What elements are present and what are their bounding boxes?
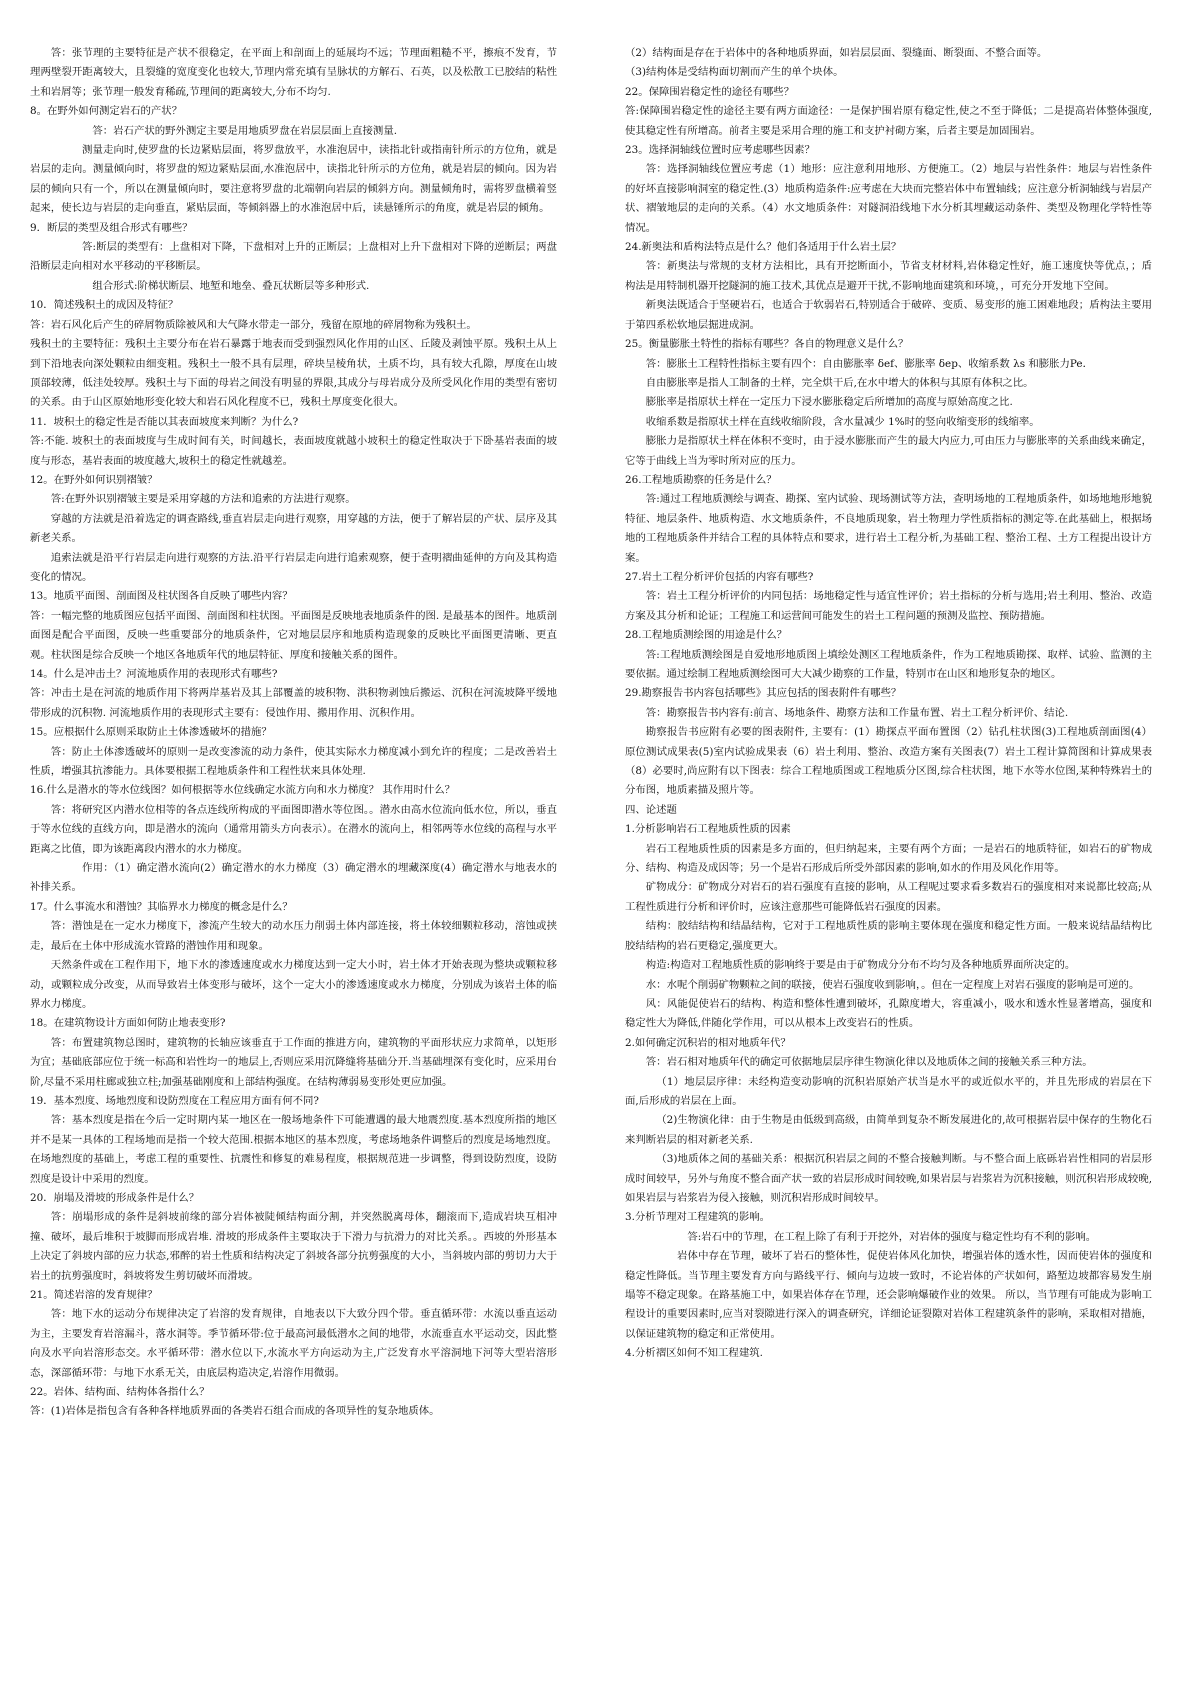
paragraph: 答：崩塌形成的条件是斜坡前缘的部分岩体被陡倾结构面分割，并突然脱离母体，翻滚而下,造成岩块互相冲撞、破坏，最后堆积于坡脚而形成岩堆. 滑坡的形成条件主要取决于下滑力与抗滑力的对比关系。。西坡的外形基本上决定了斜坡内部的应力状态,邪醉的岩土性质和结构决定了斜坡各部分抗剪强度的大小，当斜坡内部的剪切力大于岩土的抗剪强度时，斜坡将发生剪切破坏而滑坡。 [30,1211,557,1282]
paragraph: 答:工程地质测绘图是自爱地形地质图上填绘处测区工程地质条件，作为工程地质勘探、取样、试验、监测的主要依据。通过绘制工程地质测绘图可大大减少勘察的工作量，特别市在山区和地形复杂的地区。 [625,648,1152,680]
paragraph: 答：冲击土是在河流的地质作用下将两岸基岩及其上部覆盖的坡积物、洪积物剥蚀后搬运、沉积在河流坡降平缓地带形成的沉积物. 河流地质作用的表现形式主要有：侵蚀作用、搬用作用、沉积作用。 [30,687,557,719]
paragraph: 9．断层的类型及组合形式有哪些？ [30,221,193,234]
paragraph: 答：地下水的运动分布规律决定了岩溶的发育规律，自地表以下大致分四个带。垂直循环带：水流以垂直运动为主，主要发育岩溶漏斗，落水洞等。季节循环带:位于最高河最低潜水之间的地带，水流垂直水平运动交，因此整向及水平向岩溶形态交。水平循环带：潜水位以下,水流水平方向运动为主,广泛发育水平溶洞地下河等大型岩溶形态，深部循环带：与地下水系无关，由底层构造决定,岩溶作用微弱。 [30,1308,557,1379]
paragraph: 答：膨胀土工程特性指标主要有四个：自由膨胀率 δef、膨胀率 δep、收缩系数 λs 和膨胀力Pe． [645,357,1093,370]
paragraph: 8。在野外如何测定岩石的产状？ [30,105,183,118]
paragraph: 答：将研究区内潜水位相等的各点连线所构成的平面图即潜水等位图。。潜水由高水位流向低水位，所以，垂直于等水位线的直线方向，即是潜水的流向（通常用箭头方向表示）。在潜水的流向上，相邻两等水位线的高程与水平距离之比值，即为该距离段内潜水的水力梯度。 [30,803,557,855]
paragraph: （3)结构体是受结构面切割而产生的单个块体。 [625,66,844,79]
paragraph: 答:保障围岩稳定性的途径主要有两方面途径：一是保护围岩原有稳定性,使之不至于降低；二是提高岩体整体强度,使其稳定性有所增高。前者主要是采用合理的施工和支护衬砌方案，后者主要是加固围岩。 [625,105,1152,137]
paragraph: 14。什么是冲击土？河流地质作用的表现形式有哪些? [30,668,278,680]
paragraph: 3.分析节理对工程建筑的影响。 [625,1211,770,1224]
paragraph: 26.工程地质勘察的任务是什么？ [625,473,777,486]
paragraph: 答：勘察报告书内容有:前言、场地条件、勘察方法和工作量布置、岩土工程分析评价、结论. [645,706,1069,719]
paragraph: （1）地层层序律：未经构造变动影响的沉积岩原始产状当是水平的或近似水平的，并且先形成的岩层在下面,后形成的岩层在上面。 [625,1075,1152,1107]
paragraph: 答：选择洞轴线位置应考虑（1）地形：应注意利用地形、方便施工。（2）地层与岩性条件：地层与岩性条件的好坏直接影响洞室的稳定性.(3）地质构造条件:应考虑在大块而完整岩体中布置轴线；应注意分析洞轴线与岩层产状、褶皱地层的走向的关系。（4）水文地质条件：对隧洞沿线地下水分析其埋藏运动条件、类型及物理化学特性等情况。 [625,163,1152,234]
paragraph: 残积土的主要特征：残积土主要分布在岩石暴露于地表而受到强烈风化作用的山区、丘陵及剥蚀平原。残积土从上到下沿地表向深处颗粒由细变粗。残积土一般不具有层理，碎块呈棱角状，土质不均，具有较大孔隙，厚度在山坡顶部较薄，低洼处较厚。残积土与下面的母岩之间没有明显的界限,其成分与母岩成分及所受风化作用的类型有密切的关系。由于山区原始地形变化较大和岩石风化程度不已，残积土厚度变化很大。 [30,338,557,409]
paragraph: 结构：胶结结构和结晶结构，它对于工程地质性质的影响主要体现在强度和稳定性方面。一般来说结晶结构比胶结结构的岩石更稳定,强度更大。 [625,920,1152,952]
paragraph: 组合形式:阶梯状断层、地堑和地垒、叠瓦状断层等多种形式. [92,279,370,292]
paragraph: 23。选择洞轴线位置时应考虑哪些因素？ [625,144,815,157]
paragraph: 构造:构造对工程地质性质的影响终于要是由于矿物成分分布不均匀及各种地质界面所决定的。 [645,959,1076,972]
paragraph: 28.工程地质测绘图的用途是什么？ [625,629,787,642]
paragraph: 答：防止土体渗透破坏的原则一是改变渗流的动力条件，使其实际水力梯度减小到允许的程度；二是改善岩土性质，增强其抗渗能力。具体要根据工程地质条件和工程性状来具体处理. [30,745,557,778]
paragraph: 膨胀率是指原状土样在一定压力下浸水膨胀稳定后所增加的高度与原始高度之比. [645,396,1013,409]
paragraph: （2）结构面是存在于岩体中的各种地质界面，如岩层层面、裂缝面、断裂面、不整合面等。 [625,47,1048,59]
paragraph: 水：水呢个削弱矿物颗粒之间的联接，使岩石强度收到影响，。但在一定程度上对岩石强度的影响是可逆的。 [645,978,1140,991]
paragraph: 追索法就是沿平行岩层走向进行观察的方法.沿平行岩层走向进行追索观察，便于查明褶曲延伸的方向及其构造变化的情况。 [30,551,557,583]
paragraph: 答:断层的类型有：上盘相对下降，下盘相对上升的正断层；上盘相对上升下盘相对下降的逆断层；两盘沿断层走向相对水平移动的平移断层。 [30,241,557,273]
paragraph: 穿越的方法就是沿着选定的调查路线,垂直岩层走向进行观察，用穿越的方法，便于了解岩层的产状、层序及其新老关系。 [30,512,557,545]
left-text-column [30,44,557,1422]
paragraph: （3)地质体之间的基础关系：根据沉积岩层之间的不整合接触判断。与不整合面上底砾岩岩性相同的岩层形成时间较早，另外与角度不整合面产状一致的岩层形成时间较晚,如果岩层与岩浆岩为沉积接触，则沉积岩形成较晚,如果岩层与岩浆岩为侵入接触，则沉积岩形成时间较早。 [625,1153,1152,1204]
paragraph: 18。在建筑物设计方面如何防止地表变形? [30,1017,226,1030]
paragraph: 矿物成分：矿物成分对岩石的岩石强度有直接的影响，从工程呢过要求看多数岩石的强度相对来说都比较高;从工程性质进行分析和评价时，应该注意那些可能降低岩石强度的因素。 [625,881,1152,913]
paragraph: 21。简述岩溶的发育规律？ [30,1289,158,1301]
paragraph: 27.岩土工程分析评价包括的内容有哪些? [625,570,814,583]
paragraph: 收缩系数是指原状土样在直线收缩阶段，含水量减少 1%时的竖向收缩变形的线缩率。 [645,415,1040,428]
paragraph: 答：布置建筑物总图时，建筑物的长轴应该垂直于工作面的推进方向，建筑物的平面形状应力求简单，以矩形为宜；基础底部应位于统一标高和岩性均一的地层上,否则应采用沉降缝将基础分开.当基础埋深有变化时，应采用台阶,尽量不采用柱廊或独立柱;加强基础刚度和上部结构强度。在结构薄弱易变形处更应加强。 [30,1036,557,1088]
paragraph: 2.如何确定沉积岩的相对地质年代？ [625,1036,791,1049]
paragraph: 答：新奥法与常规的支材方法相比，具有开挖断面小，节省支材材料,岩体稳定性好，施工速度快等优点，；盾构法是用特制机器开挖隧洞的施工技术,其优点是避开干扰,不影响地面建筑和环境，，可充分开发地下空间。 [625,260,1152,292]
paragraph: 答：(1)岩体是指包含有各种各样地质界面的各类岩石组合而成的各项异性的复杂地质体。 [30,1405,440,1418]
paragraph: 24.新奥法和盾构法特点是什么？他们各适用于什么岩土层？ [625,241,902,254]
paragraph: 15。应根据什么原则采取防止土体渗透破坏的措施？ [30,726,272,739]
paragraph: （2)生物演化律：由于生物是由低级到高级，由简单到复杂不断发展进化的,故可根据岩层中保存的生物化石来判断岩层的相对新老关系. [625,1114,1152,1146]
paragraph: 答：基本烈度是指在今后一定时期内某一地区在一般场地条件下可能遭遇的最大地震烈度.基本烈度所指的地区并不是某一具体的工程场地而是指一个较大范围.根据本地区的基本烈度，考虑场地条件调整后的烈度是场地烈度。在场地烈度的基础上，考虑工程的重要性、抗震性和修复的难易程度，根据规范进一步调整，得到设防烈度，设防烈度是设计中采用的烈度。 [30,1114,557,1185]
paragraph: 17。什么事流水和潜蚀？其临界水力梯度的概念是什么？ [30,900,293,913]
paragraph: 答:岩石中的节理，在工程上除了有利于开挖外，对岩体的强度与稳定性均有不利的影响。 [687,1230,1097,1243]
paragraph: 答：一幅完整的地质图应包括平面图、剖面图和柱状图。平面图是反映地表地质条件的图. 是最基本的图件。地质剖面图是配合平面图，反映一些重要部分的地质条件，它对地层层序和地质构造现象的反映比平面图更清晰、更直观。柱状图是综合反映一个地区各地质年代的地层特征、厚度和接触关系的图件。 [30,609,557,661]
paragraph: 1.分析影响岩石工程地质性质的因素 [625,823,791,836]
paragraph: 作用：（1）确定潜水流向(2）确定潜水的水力梯度（3）确定潜水的埋藏深度(4）确定潜水与地表水的补排关系。 [30,862,557,894]
paragraph: 答：潜蚀是在一定水力梯度下，渗流产生较大的动水压力削弱土体内部连接，将土体较细颗粒移动，溶蚀或挟走，最后在土体中形成流水管路的潜蚀作用和现象。 [30,920,557,952]
paragraph: 29.勘察报告书内容包括哪些》其应包括的图表附件有哪些？ [625,687,902,700]
paragraph: 答：张节理的主要特征是产状不很稳定，在平面上和剖面上的延展均不远；节理面粗糙不平，擦痕不发育，节理两壁裂开距离较大，且裂缝的宽度变化也较大,节理内常充填有呈脉状的方解石、石英，以及松散工已胶结的粘性土和岩屑等；张节理一般发育稀疏,节理间的距离较大,分布不均匀. [30,47,557,98]
paragraph: 答:在野外识别褶皱主要是采用穿越的方法和追索的方法进行观察。 [50,493,356,506]
paragraph: 13。地质平面图、剖面图及柱状图各自反映了哪些内容？ [30,590,293,603]
paragraph: 20．崩塌及滑坡的形成条件是什么？ [30,1191,200,1204]
paragraph: 答:通过工程地质测绘与调查、勘探、室内试验、现场测试等方法，查明场地的工程地质条件，如场地地形地貌特征、地层条件、地质构造、水文地质条件，不良地质现象，岩土物理力学性质指标的测定等.在此基础上，根据场地的工程地质条件并结合工程的具体特点和要求，进行岩土工程分析,为基础工程、整治工程、土方工程提出设计方案。 [625,493,1152,564]
paragraph: 19．基本烈度、场地烈度和设防烈度在工程应用方面有何不同? [30,1094,319,1107]
paragraph: 答：岩石风化后产生的碎屑物质除被风和大气降水带走一部分，残留在原地的碎屑物称为残积土。 [30,318,477,331]
paragraph: 风：风能促使岩石的结构、构造和整体性遭到破坏，孔隙度增大，容重减小，吸水和透水性显著增高，强度和稳定性大为降低,伴随化学作用，可以从根本上改变岩石的性质。 [625,997,1152,1030]
paragraph: 测量走向时,使罗盘的长边紧贴层面，将罗盘放平，水准泡居中，读指北针或指南针所示的方位角，就是岩层的走向。测量倾向时，将罗盘的短边紧贴层面,水准泡居中，读指北针所示的方位角，就是岩层的倾向。因为岩层的倾向只有一个，所以在测量倾向时，要注意将罗盘的北端朝向岩层的倾斜方向。测量倾角时，需将罗盘横着竖起来，使长边与岩层的走向垂直，紧贴层面，等倾斜器上的水准泡居中后，读悬锤所示的角度，就是岩层的倾角。 [30,144,557,215]
paragraph: 岩体中存在节理，破坏了岩石的整体性，促使岩体风化加快，增强岩体的透水性，因而使岩体的强度和稳定性降低。当节理主要发育方向与路线平行、倾向与边坡一致时，不论岩体的产状如何，路堑边坡都容易发生崩塌等不稳定现象。在路基施工中，如果岩体存在节理，还会影响爆破作业的效果。 所以，当节理有可能成为影响工程设计的重要因素时,应当对裂隙进行深入的调查研究，详细论证裂隙对岩体工程建筑条件的影响，采取相对措施，以保证建筑物的稳定和正常使用。 [625,1250,1152,1340]
paragraph: 10．简述残积土的成因及特征？ [30,299,179,312]
paragraph: 天然条件或在工程作用下，地下水的渗透速度或水力梯度达到一定大小时，岩土体才开始表现为整块或颗粒移动，或颗粒成分改变，从而导致岩土体变形与破坏，这个一定大小的渗透速度或水力梯度，分别成为该岩土体的临界水力梯度。 [30,959,557,1010]
paragraph: 自由膨胀率是指人工制备的土样，完全烘干后,在水中增大的体积与其原有体积之比。 [645,376,1034,389]
paragraph: 答:不能. 坡积土的表面坡度与生成时间有关，时间越长，表面坡度就越小坡积土的稳定性取决于下卧基岩表面的坡度与形态，基岩表面的坡度越大,坡积土的稳定性就越差。 [30,435,557,467]
paragraph: 膨胀力是指原状土样在体积不变时，由于浸水膨胀而产生的最大内应力,可由压力与膨胀率的关系曲线来确定，它等于曲线上当为零时所对应的压力。 [625,435,1152,467]
paragraph: 四、论述题 [625,803,677,816]
paragraph: 答：岩石产状的野外测定主要是用地质罗盘在岩层层面上直接测量. [92,124,398,137]
paragraph: 16.什么是潜水的等水位线图？如何根据等水位线确定水流方向和水力梯度？ 其作用时什么？ [30,784,456,797]
paragraph: 12。在野外如何识别褶皱？ [30,473,158,486]
paragraph: 11．坡积土的稳定性是否能以其表面坡度来判断？为什么? [30,415,299,428]
paragraph: 新奥法既适合于坚硬岩石，也适合于软弱岩石,特别适合于破碎、变质、易变形的施工困难地段；盾构法主要用于第四系松软地层掘进成洞。 [625,299,1152,331]
right-text-column [625,44,1152,1364]
paragraph: 25。衡量膨胀土特性的指标有哪些？各自的物理意义是什么？ [625,338,909,351]
paragraph: 22。岩体、结构面、结构体各指什么？ [30,1386,210,1399]
paragraph: 答：岩石相对地质年代的确定可依据地层层序律生物演化律以及地质体之间的接触关系三种方法。 [645,1056,1093,1069]
paragraph: 勘察报告书应附有必要的图表附件, 主要有：(1）勘探点平面布置图（2）钻孔柱状图(3)工程地质剖面图(4）原位测试成果表(5)室内试验成果表（6）岩土利用、整治、改造方案有关图表(7）岩土工程计算简图和计算成果表（8）必要时,尚应附有以下图表：综合工程地质图或工程地质分区图,综合柱状图，地下水等水位图,某种特殊岩土的分布图，地质素描及照片等。 [625,726,1152,797]
paragraph: 答：岩土工程分析评价的内同包括：场地稳定性与适宜性评价；岩土指标的分析与选用;岩土利用、整治、改造方案及其分析和论证；工程施工和运营间可能发生的岩土工程问题的预测及监控、预防措施。 [625,590,1152,622]
paragraph: 岩石工程地质性质的因素是多方面的，但归纳起来，主要有两个方面；一是岩石的地质特征，如岩石的矿物成分、结构、构造及成因等；另一个是岩石形成后所受外部因素的影响,如水的作用及风化作用等。 [625,842,1152,875]
paragraph: 22。保障围岩稳定性的途径有哪些？ [625,85,795,98]
paragraph: 4.分析褶区如何不知工程建筑. [625,1347,763,1360]
